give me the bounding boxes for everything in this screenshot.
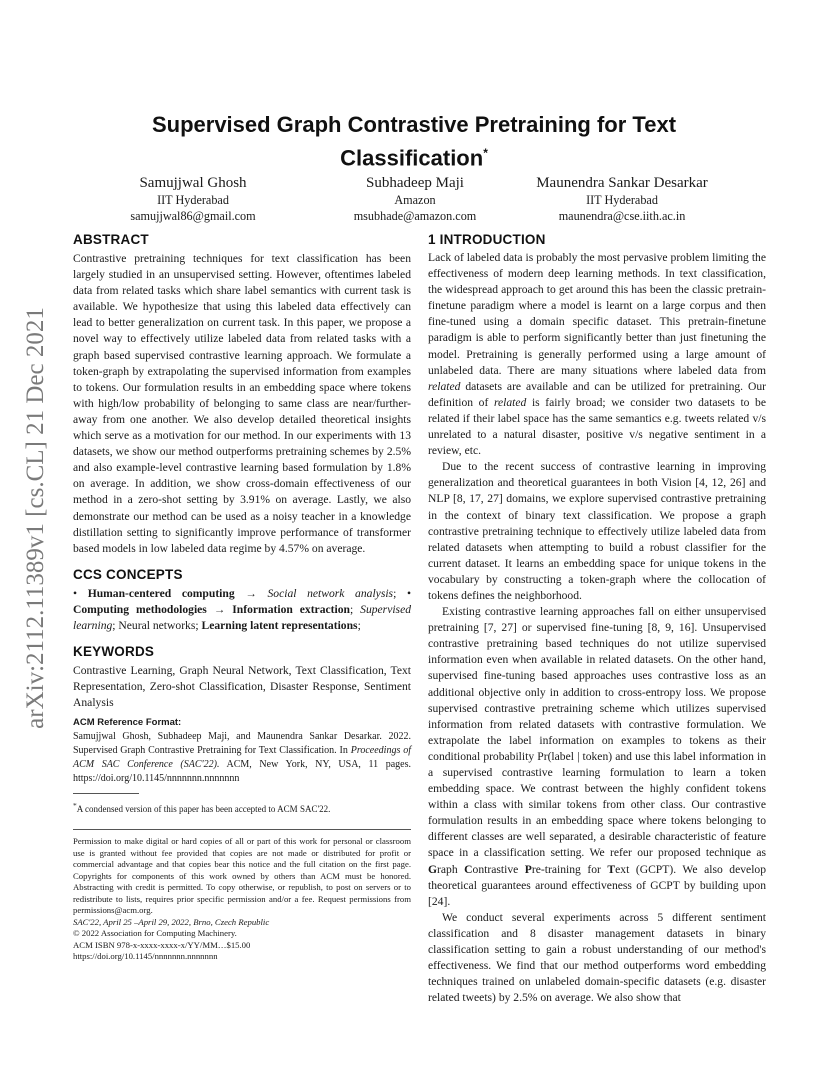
isbn-line: ACM ISBN 978-x-xxxx-xxxx-x/YY/MM…$15.00 — [73, 939, 251, 950]
permission-notice: Permission to make digital or hard copies of all or part of this work for personal or classroom use is granted without fee provided that copies are not made or distributed for profit or commercial advantage and that copies bear this notice and the full citation on the first page. Copyrights for components of this work owned by others than ACM must be honored. Abstracting with credit is permitted. To copy otherwise, or republish, to post on servers or to redistribute to lists, requires prior specific permission and/or a fee. Request permissions from permissions@acm.org. — [73, 836, 411, 916]
keywords-text: Contrastive Learning, Graph Neural Network, Text Classification, Text Representation, Zero-shot Classification, Disaster Response, Sentiment Analysis — [73, 664, 411, 710]
author-affiliation: IIT Hyderabad — [586, 193, 658, 207]
author-block — [0, 174, 828, 224]
author-3 — [512, 174, 732, 224]
intro-paragraph-1: Lack of labeled data is probably the most pervasive problem limiting the effectiveness of modern deep learning methods. In text classification, the widespread approach to get around this has been the classic pretrain-finetune paradigm where a model is learnt on a large corpus and then fine-tuned using a domain specific dataset. This pretrain-finetune paradigm is able to perform significantly better than just finetuning the model. Pretraining is generally performed using a large amount of unlabeled data. There are many situations where labeled data from related datasets are available and can be utilized for pretraining. Our definition of related is fairly broad; we consider two datasets to be related if their label space has the same semantics e.g. tweets related v/s unrelated to a natural disaster, positive v/s negative sentiment in a review, etc. — [428, 251, 767, 458]
permission-rule — [73, 829, 411, 830]
abstract-text: Contrastive pretraining techniques for text classification has been largely studied in an unsupervised setting. However, oftentimes labeled data from related tasks which share label semantics with current task is available. We hypothesize that using this labeled data effectively can lead to better generalization on current task. In this paper, we propose a novel way to effectively utilize labeled data from related tasks with a graph based supervised contrastive learning approach. We formulate a token-graph by extrapolating the supervised information from examples to tokens. Our formulation results in an embedding space where tokens with high/low probability of belonging to same class are near/further-away from one another. We also develop detailed theoretical insights which serve as a motivation for our method. In our experiments with 13 datasets, we show our method outperforms pretraining schemes by 2.5% and also example-level contrastive learning based formulation by 1.8% on average. In addition, we show cross-domain effectiveness of our method in a zero-shot setting by 3.91% on average. Lastly, we also demonstrate our method can be used as a noisy teacher in a knowledge distillation setting to significantly improve performance of transformer based models in low labeled data regime by 4.57% on average. — [73, 252, 411, 555]
conference-venue: SAC'22, April 25 –April 29, 2022, Brno, Czech Republic — [73, 916, 270, 927]
intro-paragraph-4: We conduct several experiments across 5 different sentiment classification and 8 disaster management datasets in binary classification setting to gain a robust understanding of our method's effectiveness. We find that our method outperforms word embedding techniques trained on unlabeled domain-specific datasets (e.g. disaster related tweets) by 2.5% on average. We also show that — [428, 910, 766, 1005]
ccs-heading: CCS CONCEPTS — [73, 566, 183, 582]
keywords-heading: KEYWORDS — [73, 644, 155, 660]
right-column — [428, 232, 766, 1006]
author-name: Maunendra Sankar Desarkar — [536, 175, 708, 191]
arxiv-identifier: arXiv:2112.11389v1 [cs.CL] 21 Dec 2021 — [22, 307, 49, 729]
intro-paragraph-2: Due to the recent success of contrastive learning in improving generalization and theoretical guarantees in both Vision [4, 12, 26] and NLP [8, 17, 27] domains, we explore supervised contrastive pretraining in the context of binary text classification. We propose a graph contrastive pretraining technique to effectively utilize labeled data from related datasets when attempting to build a robust classifier for the current dataset. It learns an embedding space for unique tokens in the vocabulary by constructing a token-graph where the collocation of tokens defines the neighborhood. — [428, 460, 766, 602]
intro-paragraph-3: Existing contrastive learning approaches fall on either unsupervised pretraining [7, 27] or supervised fine-tuning [8, 9, 16]. Unsupervised contrastive pretraining based techniques do not utilize supervised information even when available in related datasets. On the other hand, supervised fine-tuning based approaches uses contrastive loss as an additional objective only in addition to cross-entropy loss. We propose supervised contrastive pretraining scheme which utilizes supervised information from related datasets with contrastive formulation. We extrapolate the label information on examples to tokens as their conditional probability Pr(label | token) and use this label information in a supervised contrastive learning formulation to learn a token embedding space. We contrast between the highly confident tokens within a class with similar tokens from other class. Our contrastive formulation results in an embedding space where tokens belonging to different classes are well separated, a desirable characteristic of feature space in a classification setting. We refer our proposed technique as Graph Contrastive Pre-training for Text (GCPT). We also develop theoretical guarantees around effectiveness of GCPT by building upon [24]. — [428, 605, 767, 908]
author-affiliation: Amazon — [394, 193, 436, 207]
left-column — [73, 232, 411, 963]
paper-title: Supervised Graph Contrastive Pretraining for Text Classification* — [151, 112, 677, 171]
author-name: Samujjwal Ghosh — [139, 175, 247, 191]
copyright-line: © 2022 Association for Computing Machinery. — [73, 928, 237, 939]
acm-reference: Samujjwal Ghosh, Subhadeep Maji, and Maunendra Sankar Desarkar. 2022. Supervised Graph Contrastive Pretraining for Text Classification. In Proceedings of ACM SAC Conference (SAC'22). ACM, New York, NY, USA, 11 pages. https://doi.org/10.1145/nnnnnnn.nnnnnnn — [73, 731, 412, 785]
title-footnote-mark: * — [483, 146, 488, 160]
author-affiliation: IIT Hyderabad — [157, 193, 229, 207]
footnote-rule — [73, 793, 139, 794]
abstract-heading: ABSTRACT — [73, 232, 149, 247]
author-name: Subhadeep Maji — [366, 175, 464, 191]
acm-reference-heading: ACM Reference Format: — [73, 717, 182, 729]
author-email: msubhade@amazon.com — [353, 209, 477, 223]
introduction-heading: 1 INTRODUCTION — [428, 232, 546, 247]
author-email: samujjwal86@gmail.com — [130, 209, 256, 223]
ccs-concepts: • Human-centered computing → Social network analysis; • Computing methodologies → Information extraction; Supervised learning; Neural networks; Learning latent representations; — [73, 586, 412, 632]
author-2 — [305, 174, 525, 224]
author-email: maunendra@cse.iith.ac.in — [558, 209, 686, 223]
author-1 — [83, 174, 303, 224]
footnote: *A condensed version of this paper has been accepted to ACM SAC'22. — [73, 801, 331, 815]
doi-line: https://doi.org/10.1145/nnnnnnn.nnnnnnn — [73, 951, 218, 962]
